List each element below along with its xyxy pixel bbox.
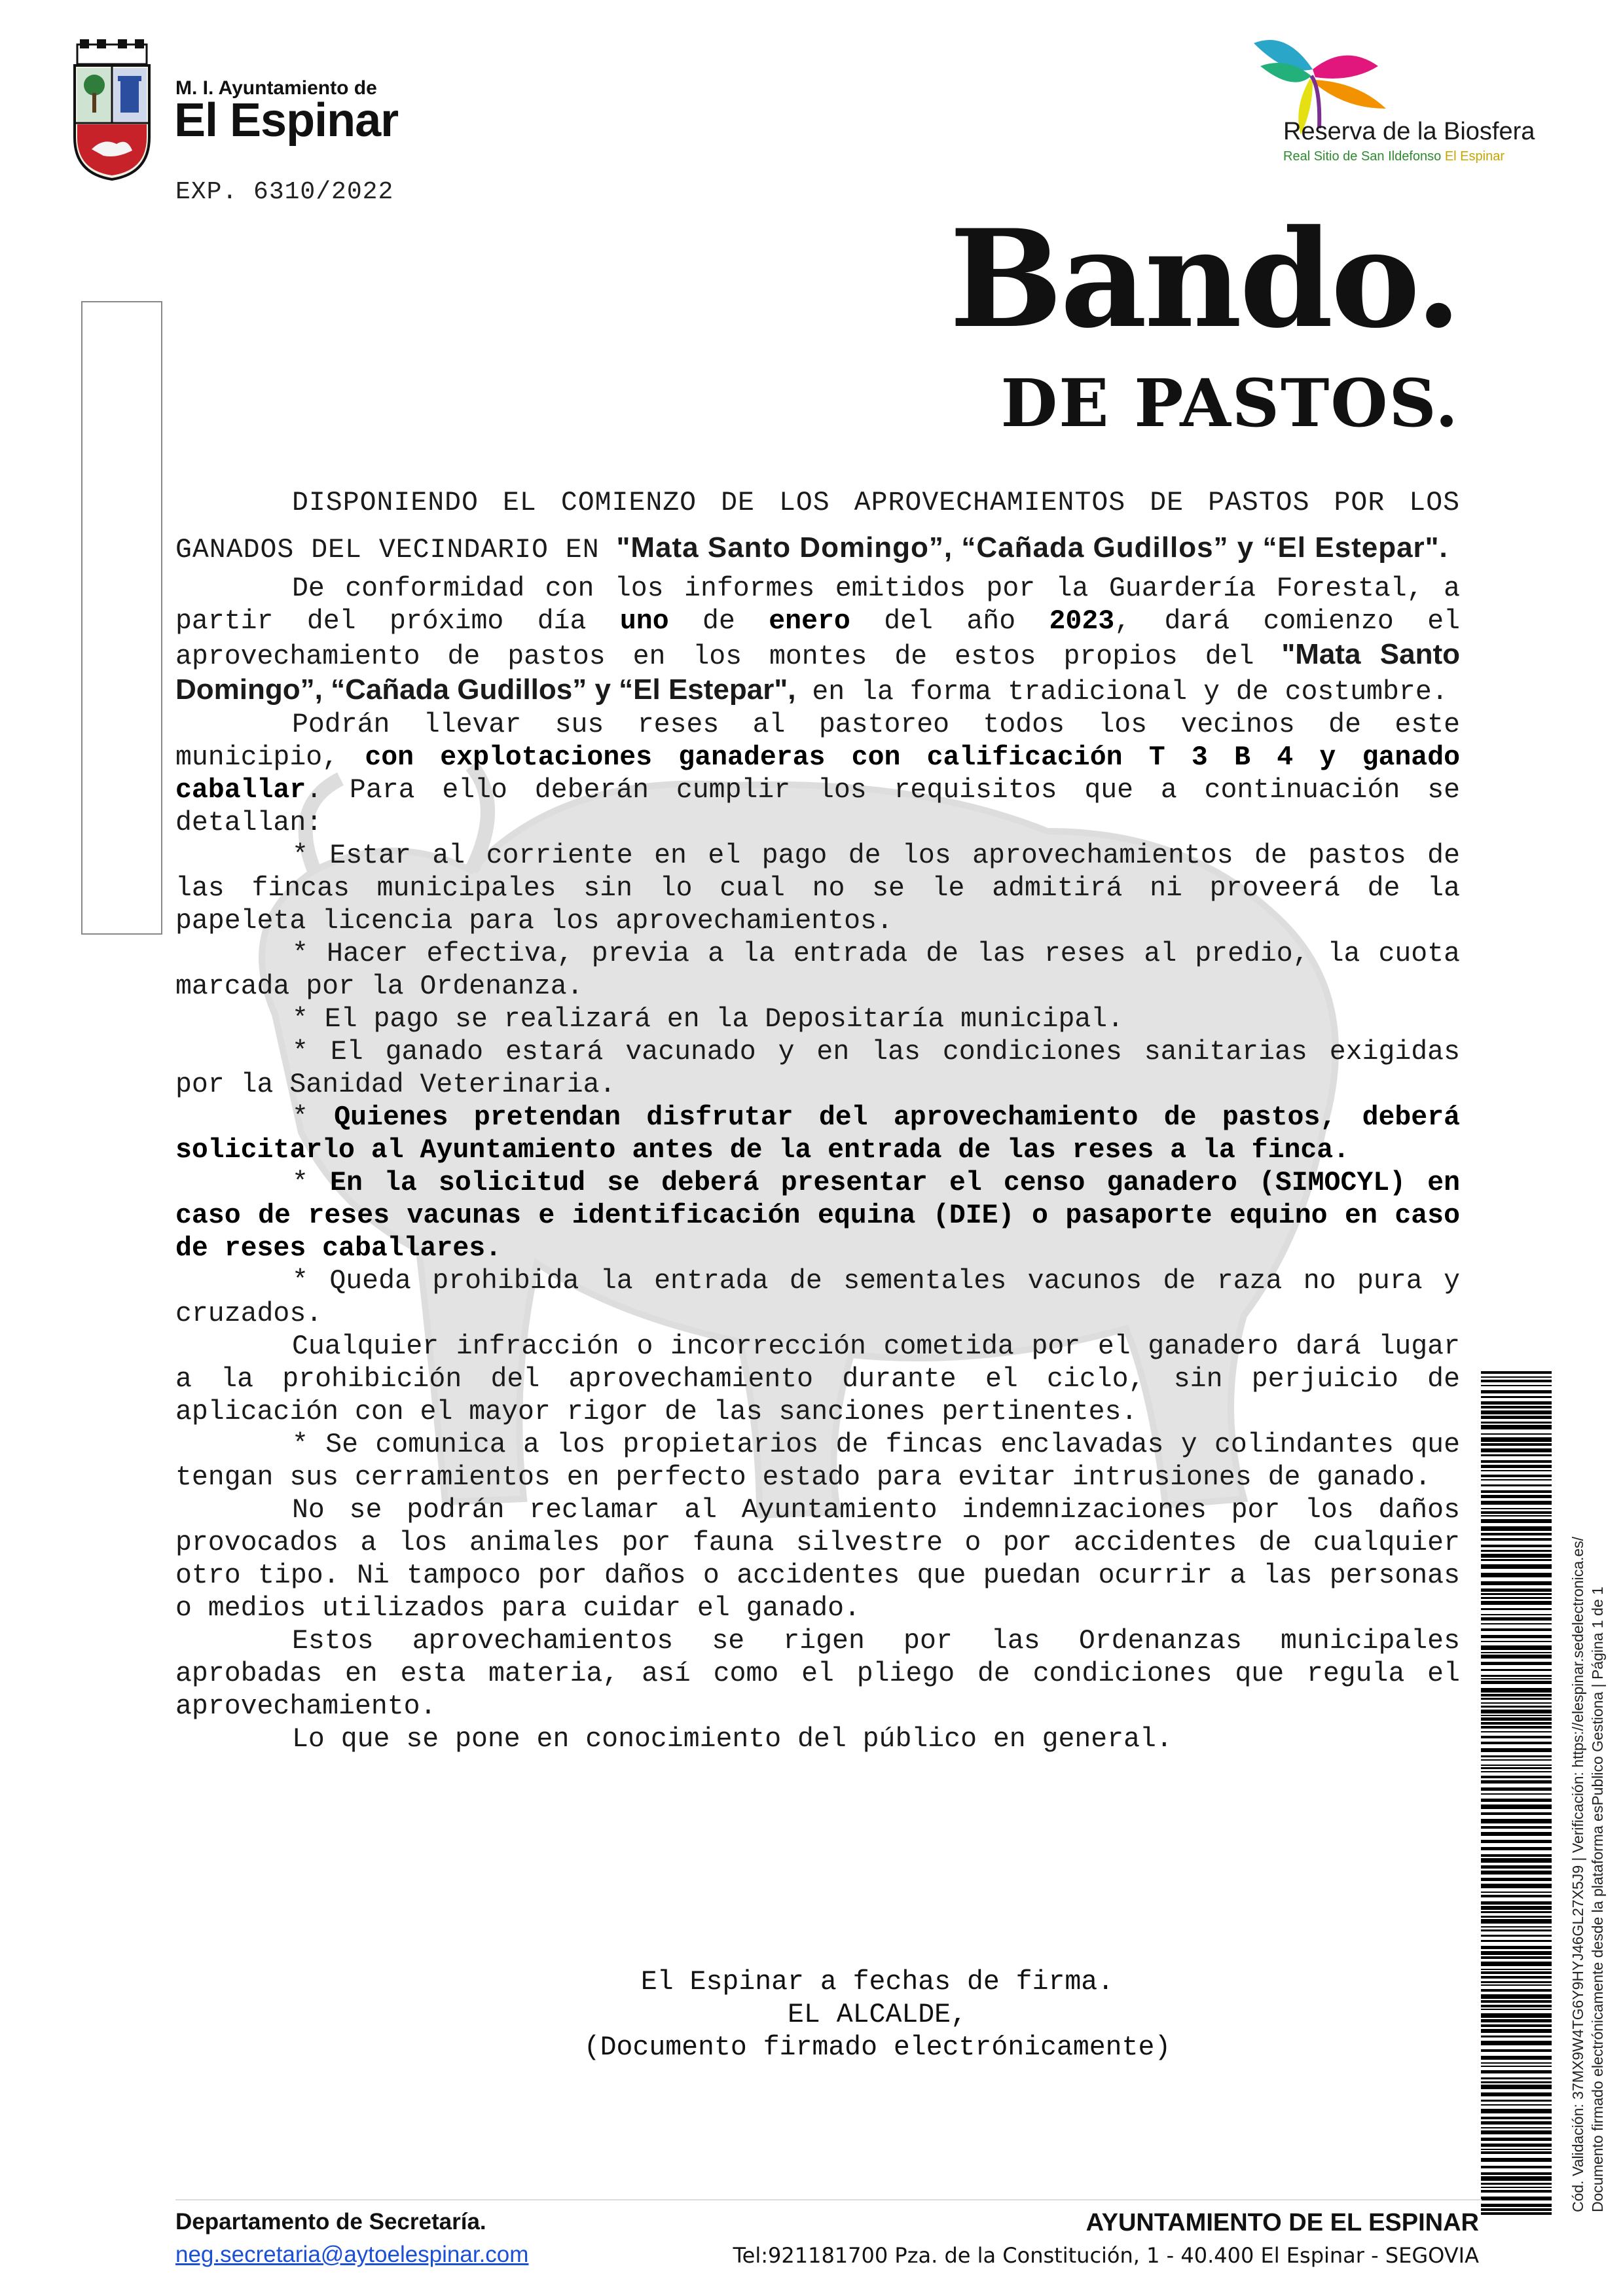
validation-line2: Documento firmado electrónicamente desde la plataforma esPublico Gestiona | Página 1 de 1	[1589, 1587, 1606, 2212]
requirement-1: * Estar al corriente en el pago de los aprovechamientos de pastos de las fincas municipales sin lo cual no se le admitirá ni proveerá de la papeleta licencia para los aprovechamientos.	[175, 840, 1460, 937]
biosphere-subtitle-green: Real Sitio de San Ildefonso	[1283, 149, 1445, 164]
paragraph-closing: Lo que se pone en conocimiento del público en general.	[292, 1724, 1173, 1755]
barcode-icon	[1481, 1371, 1552, 2215]
p3-bold: con explotaciones ganaderas con calificación T 3 B 4 y ganado caballar	[175, 742, 1460, 806]
p2-text-a: De conformidad con los informes emitidos por la Guardería Forestal, a partir del próximo día	[175, 573, 1460, 637]
p2-month: enero	[769, 606, 850, 637]
p3-text-b: . Para ello deberán cumplir los requisitos que a continuación se detallan:	[175, 775, 1460, 838]
footer-council: AYUNTAMIENTO DE EL ESPINAR	[1085, 2209, 1479, 2236]
signature-place-date: El Espinar a fechas de firma.	[640, 1967, 1114, 1998]
requirement-4: * El ganado estará vacunado y en las condiciones sanitarias exigidas por la Sanidad Veterinaria.	[175, 1037, 1460, 1100]
p2-day: uno	[619, 606, 669, 637]
footer-email-link[interactable]: neg.secretaria@aytoelespinar.com	[175, 2242, 529, 2267]
requirement-7: * Queda prohibida la entrada de sementales vacunos de raza no pura y cruzados.	[175, 1266, 1460, 1329]
requirement-3: * El pago se realizará en la Depositaría municipal.	[292, 1004, 1124, 1035]
side-stamp-box	[81, 301, 162, 935]
p3-text-a: Podrán llevar sus reses al pastoreo todos los vecinos de este municipio,	[175, 709, 1460, 773]
intro-paragraph	[175, 481, 1460, 573]
biosphere-subtitle	[1283, 149, 1504, 164]
intro-places: "Mata Santo Domingo”, “Cañada Gudillos” y “El Estepar".	[616, 531, 1448, 564]
biosphere-title: Reserva de la Biosfera	[1283, 118, 1535, 145]
signature-note: (Documento firmado electrónicamente)	[583, 2032, 1171, 2063]
requirement-6-text: En la solicitud se deberá presentar el censo ganadero (SIMOCYL) en caso de reses vacunas e identificación equina (DIE) o pasaporte equino en caso de reses caballares.	[175, 1168, 1461, 1264]
intro-text: DISPONIENDO EL COMIENZO DE LOS APROVECHAMIENTOS DE PASTOS POR LOS GANADOS DEL VECINDARIO EN	[175, 488, 1460, 565]
validation-text	[1568, 1537, 1607, 2212]
requirement-5-star: *	[292, 1102, 335, 1133]
document-body	[175, 481, 1460, 1756]
expediente-number: EXP. 6310/2022	[175, 178, 394, 206]
requirement-5	[175, 1102, 1460, 1167]
requirement-6-star: *	[292, 1168, 331, 1198]
p2-year: 2023	[1049, 606, 1115, 637]
footer-divider	[175, 2199, 1482, 2200]
paragraph-dates	[175, 573, 1460, 709]
page-subtitle: DE PASTOS.	[1000, 365, 1459, 442]
paragraph-eligibility	[175, 709, 1460, 840]
paragraph-ordinances: Estos aprovechamientos se rigen por las Ordenanzas municipales aprobadas en esta materia, así como el pliego de condiciones que regula el aprovechamiento.	[175, 1626, 1460, 1722]
page-title: Bando.	[949, 201, 1459, 358]
p2-text-b: de	[668, 606, 769, 637]
coat-of-arms-icon	[71, 39, 153, 181]
requirement-2: * Hacer efectiva, previa a la entrada de las reses al predio, la cuota marcada por la Ordenanza.	[175, 939, 1460, 1002]
paragraph-infractions: Cualquier infracción o incorrección cometida por el ganadero dará lugar a la prohibición del aprovechamiento durante el ciclo, sin perjuicio de aplicación con el mayor rigor de las sanciones pertinentes.	[175, 1331, 1460, 1427]
signature-role: EL ALCALDE,	[788, 2000, 967, 2030]
footer-department: Departamento de Secretaría.	[175, 2209, 486, 2234]
requirement-5-text: Quienes pretendan disfrutar del aprovechamiento de pastos, deberá solicitarlo al Ayuntamiento antes de la entrada de las reses a la finca.	[175, 1102, 1461, 1166]
biosphere-subtitle-yellow: El Espinar	[1444, 149, 1504, 164]
paragraph-liability: No se podrán reclamar al Ayuntamiento indemnizaciones por los daños provocados a los animales por fauna silvestre o por accidentes de cualquier otro tipo. Ni tampoco por daños o accidentes que puedan ocurrir a las personas o medios utilizados para cuidar el ganado.	[175, 1495, 1460, 1624]
p2-places: "Mata Santo Domingo”, “Cañada Gudillos” y “El Estepar",	[175, 638, 1460, 706]
paragraph-fences: * Se comunica a los propietarios de fincas enclavadas y colindantes que tengan sus cerramientos en perfecto estado para evitar intrusiones de ganado.	[175, 1429, 1460, 1493]
org-name-line2: El Espinar	[174, 94, 399, 147]
validation-line1: Cód. Validación: 37MX9W4TG6Y9HYJ46GL27X5J9 | Verificación: https://elespinar.sedelectronica.es/	[1569, 1536, 1586, 2212]
requirement-6	[175, 1167, 1460, 1265]
p2-text-c: del año	[850, 606, 1049, 637]
org-name-line1: M. I. Ayuntamiento de	[175, 77, 377, 99]
p2-text-e: en la forma tradicional y de costumbre.	[795, 677, 1448, 708]
footer-address: Tel:921181700 Pza. de la Constitución, 1 - 40.400 El Espinar - SEGOVIA	[733, 2243, 1479, 2268]
p2-text-d: , dará comienzo el aprovechamiento de pastos en los montes de estos propios del	[175, 606, 1460, 672]
